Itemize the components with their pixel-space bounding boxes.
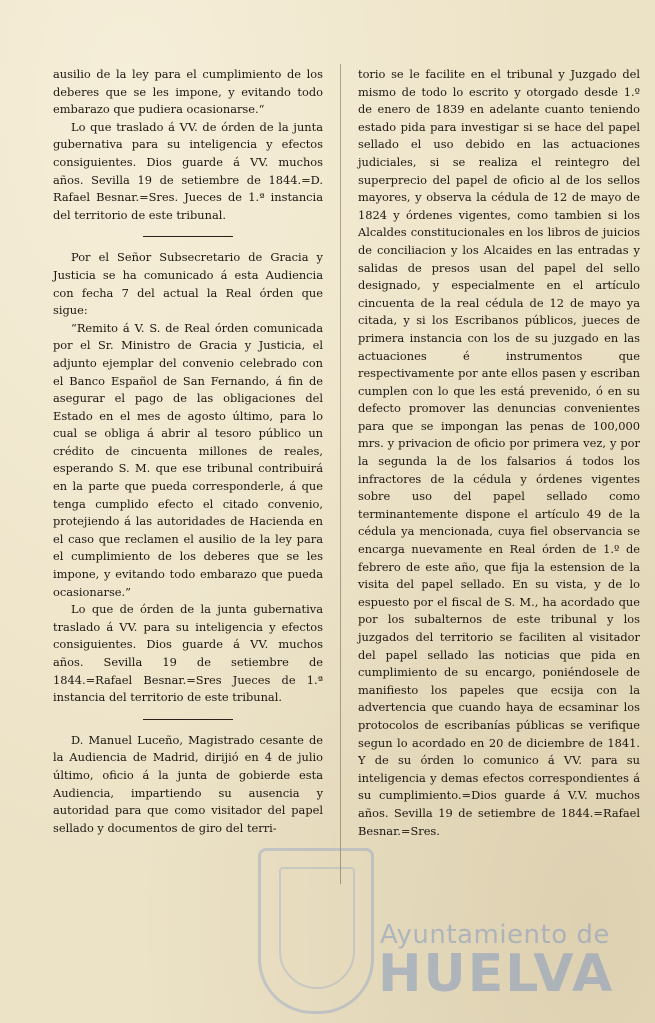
paragraph: ausilio de la ley para el cumplimiento de los deberes que se les impone, y evitando todo embarazo que pudiera ocasionarse.“ <box>53 67 323 117</box>
paragraph: Lo que traslado á VV. de órden de la junta gubernativa para su inteligencia y efectos consiguientes. Dios guarde á VV. muchos años. Sevilla 19 de setiembre de 1844.=D. Rafael Besnar.=Sres. Jueces de 1.ª instancia del territorio de este tribunal. <box>53 119 323 222</box>
paragraph: Por el Señor Subsecretario de Gracia y Justicia se ha comunicado á esta Audiencia con fecha 7 del actual la Real órden que sigue: <box>53 250 323 318</box>
section-divider <box>143 236 233 237</box>
paragraph: Lo que de órden de la junta gubernativa traslado á VV. para su inteligencia y efectos consiguientes. Dios guarde á VV. muchos años. Sevilla 19 de setiembre de 1844.=Rafael Besnar.=Sres Jueces de 1.ª instancia del territorio de este tribunal. <box>53 602 323 705</box>
paragraph: torio se le facilite en el tribunal y Juzgado del mismo de todo lo escrito y otorgado desde 1.º de enero de 1839 en adelante cuanto teniendo estado pida para investigar si se hace del papel sellado el uso debido en las actuaciones judiciales, si se realiza el reintegro del superprecio del papel de oficio al de los sellos mayores, y observa la cédula de 12 de mayo de 1824 y órdenes vigentes, como tambien si los Alcaldes constitucionales en los libros de juicios de conciliacion y los Alcaides en las entradas y salidas de presos usan del papel del sello designado, y especialmente en el artículo cincuenta de la real cédula de 12 de mayo ya citada, y si los Escribanos públicos, jueces de primera instancia con los de su juzgado en las actuaciones é instrumentos que respectivamente por ante ellos pasen y escriban cumplen con lo que les está prevenido, ó en su defecto promover las denuncias convenientes para que se impongan las penas de 100,000 mrs. y privacion de oficio por primera vez, y por la segunda la de los falsarios á todos los infractores de la cédula y órdenes vigentes sobre uso del papel sellado como terminantemente dispone el artículo 49 de la cédula ya mencionada, cuya fiel observancia se encarga nuevamente en Real órden de 1.º de febrero de este año, que fija la estension de la visita del papel sellado. En su vista, y de lo espuesto por el fiscal de S. M., ha acordado que por los subalternos de este tribunal y los juzgados del territorio se faciliten al visitador del papel sellado las noticias que pida en cumplimiento de su encargo, poniéndosele de manifiesto los papeles que ecsija con la advertencia que cuando haya de ecsaminar los protocolos de escribanías públicas se verifique segun lo acordado en 20 de diciembre de 1841. Y de su órden lo comunico á VV. para su inteligencia y demas efectos correspondientes á su cumplimiento.=Dios guarde á V.V. muchos años. Sevilla 19 de setiembre de 1844.=Rafael Besnar.=Sres. <box>358 67 640 838</box>
paragraph: D. Manuel Luceño, Magistrado cesante de la Audiencia de Madrid, dirijió en 4 de julio último, oficio á la junta de gobierde esta Audiencia, impartiendo su ausencia y autoridad para que como visitador del papel sellado y documentos de giro del terri- <box>53 732 323 835</box>
column-divider <box>340 64 341 884</box>
left-column <box>53 66 323 837</box>
watermark <box>248 820 648 1020</box>
coat-of-arms-icon <box>258 848 374 1014</box>
paragraph: “Remito á V. S. de Real órden comunicada por el Sr. Ministro de Gracia y Justicia, el adjunto ejemplar del convenio celebrado con el Banco Español de San Fernando, á fin de asegurar el pago de las obligaciones del Estado en el mes de agosto último, para lo cual se obliga á abrir al tesoro público un crédito de cincuenta millones de reales, esperando S. M. que ese tribunal contribuirá en la parte que pueda corresponderle, á que tenga cumplido efecto el citado convenio, protejiendo á las autoridades de Hacienda en el caso que reclamen el ausilio de la ley para el cumplimiento de los deberes que se les impone, y evitando todo embarazo que pueda ocasionarse.” <box>53 320 323 599</box>
watermark-line2: HUELVA <box>378 944 615 1004</box>
watermark-line1: Ayuntamiento de <box>380 920 610 950</box>
section-divider <box>143 719 233 720</box>
right-column <box>358 66 640 840</box>
